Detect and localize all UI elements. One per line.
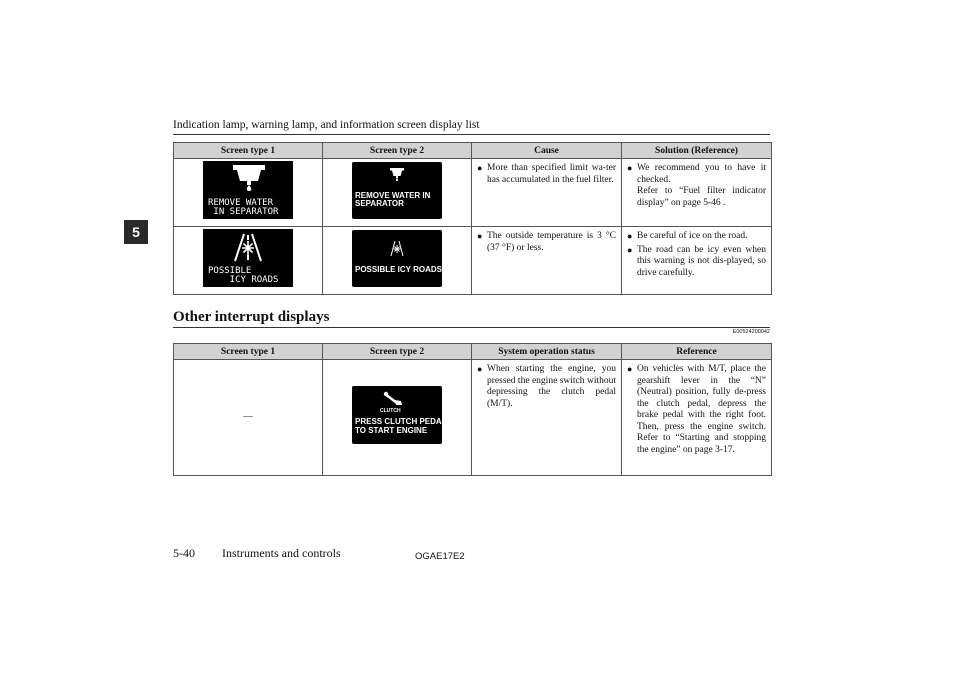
remove-water-screen-1 [203,161,293,219]
solution-text: The road can be icy even when this warning is not dis-played, so drive carefully. [637,244,766,278]
bullet-icon: ● [627,364,633,374]
footer-code: OGAE17E2 [415,551,465,562]
status-text: When starting the engine, you pressed the engine switch without depressing the clutch pedal (M/T). [487,364,616,409]
section-rule [173,327,770,328]
bullet-icon: ● [477,364,483,374]
reference-text: On vehicles with M/T, place the gearshift lever in the “N” (Neutral) position, fully de-press the clutch pedal, depress the brake pedal with the right foot. Then, press the engine switch. Refer to “Starting and stopping the engine” on page 3-17. [637,364,766,455]
icy-roads-screen-1 [203,229,293,287]
column-header: Solution (Reference) [622,143,772,159]
cause-text: More than specified limit wa-ter has accumulated in the fuel filter. [487,163,616,185]
header-rule [173,134,770,135]
chapter-tab: 5 [124,220,148,244]
reference-cell [622,360,772,476]
table-header-row [174,143,772,159]
screen-type-2-cell [323,360,472,476]
column-header: System operation status [472,344,622,360]
column-header: Screen type 2 [323,344,472,360]
page-number: 5-40 [173,546,195,560]
screen-1-message: POSSIBLE ICY ROADS [208,266,279,286]
cause-cell [472,227,622,295]
solution-text: Be careful of ice on the road. [637,231,748,241]
footer-section: Instruments and controls [222,546,341,560]
screen-1-message: REMOVE WATER IN SEPARATOR [208,198,279,218]
column-header: Cause [472,143,622,159]
press-clutch-screen-2 [352,386,447,444]
table-row [174,227,772,295]
table-row [174,360,772,476]
bullet-icon: ● [627,231,633,241]
section-code: E00524200042 [732,329,770,335]
screen-type-1-cell [174,227,323,295]
not-applicable-dash: — [243,411,253,422]
screen-2-message: PRESS CLUTCH PEDAL TO START ENGINE [355,417,447,435]
screen-type-1-cell [174,360,323,476]
clutch-label: CLUTCH [380,408,401,415]
screen-2-message: REMOVE WATER IN SEPARATOR [355,190,431,209]
screen-2-message: POSSIBLE ICY ROADS [355,264,442,274]
column-header: Screen type 1 [174,143,323,159]
table-header-row [174,344,772,360]
solution-cell [622,159,772,227]
cause-cell [472,159,622,227]
icy-roads-screen-2 [352,230,442,287]
column-header: Screen type 1 [174,344,323,360]
bullet-icon: ● [477,163,483,173]
bullet-icon: ● [627,244,633,255]
table-row [174,159,772,227]
running-header: Indication lamp, warning lamp, and information screen display list [173,119,480,131]
screen-type-1-cell [174,159,323,227]
status-cell [472,360,622,476]
solution-text: We recommend you to have it checked. Refer to “Fuel filter indicator display” on page 5-46 . [637,163,766,208]
screen-type-2-cell [323,159,472,227]
icy-road-icon [390,240,404,256]
interrupt-display-table [173,343,772,476]
section-title: Other interrupt displays [173,309,330,325]
remove-water-screen-2 [352,162,442,219]
bullet-icon: ● [627,163,633,173]
column-header: Reference [622,344,772,360]
column-header: Screen type 2 [323,143,472,159]
icy-road-icon [231,232,265,262]
warning-display-table [173,142,772,295]
fuel-filter-water-icon [389,168,405,182]
bullet-icon: ● [477,231,483,241]
cause-text: The outside temperature is 3 °C (37 °F) or less. [487,231,616,253]
clutch-pedal-icon [382,391,404,407]
screen-type-2-cell [323,227,472,295]
fuel-filter-water-icon [231,164,267,192]
solution-cell [622,227,772,295]
